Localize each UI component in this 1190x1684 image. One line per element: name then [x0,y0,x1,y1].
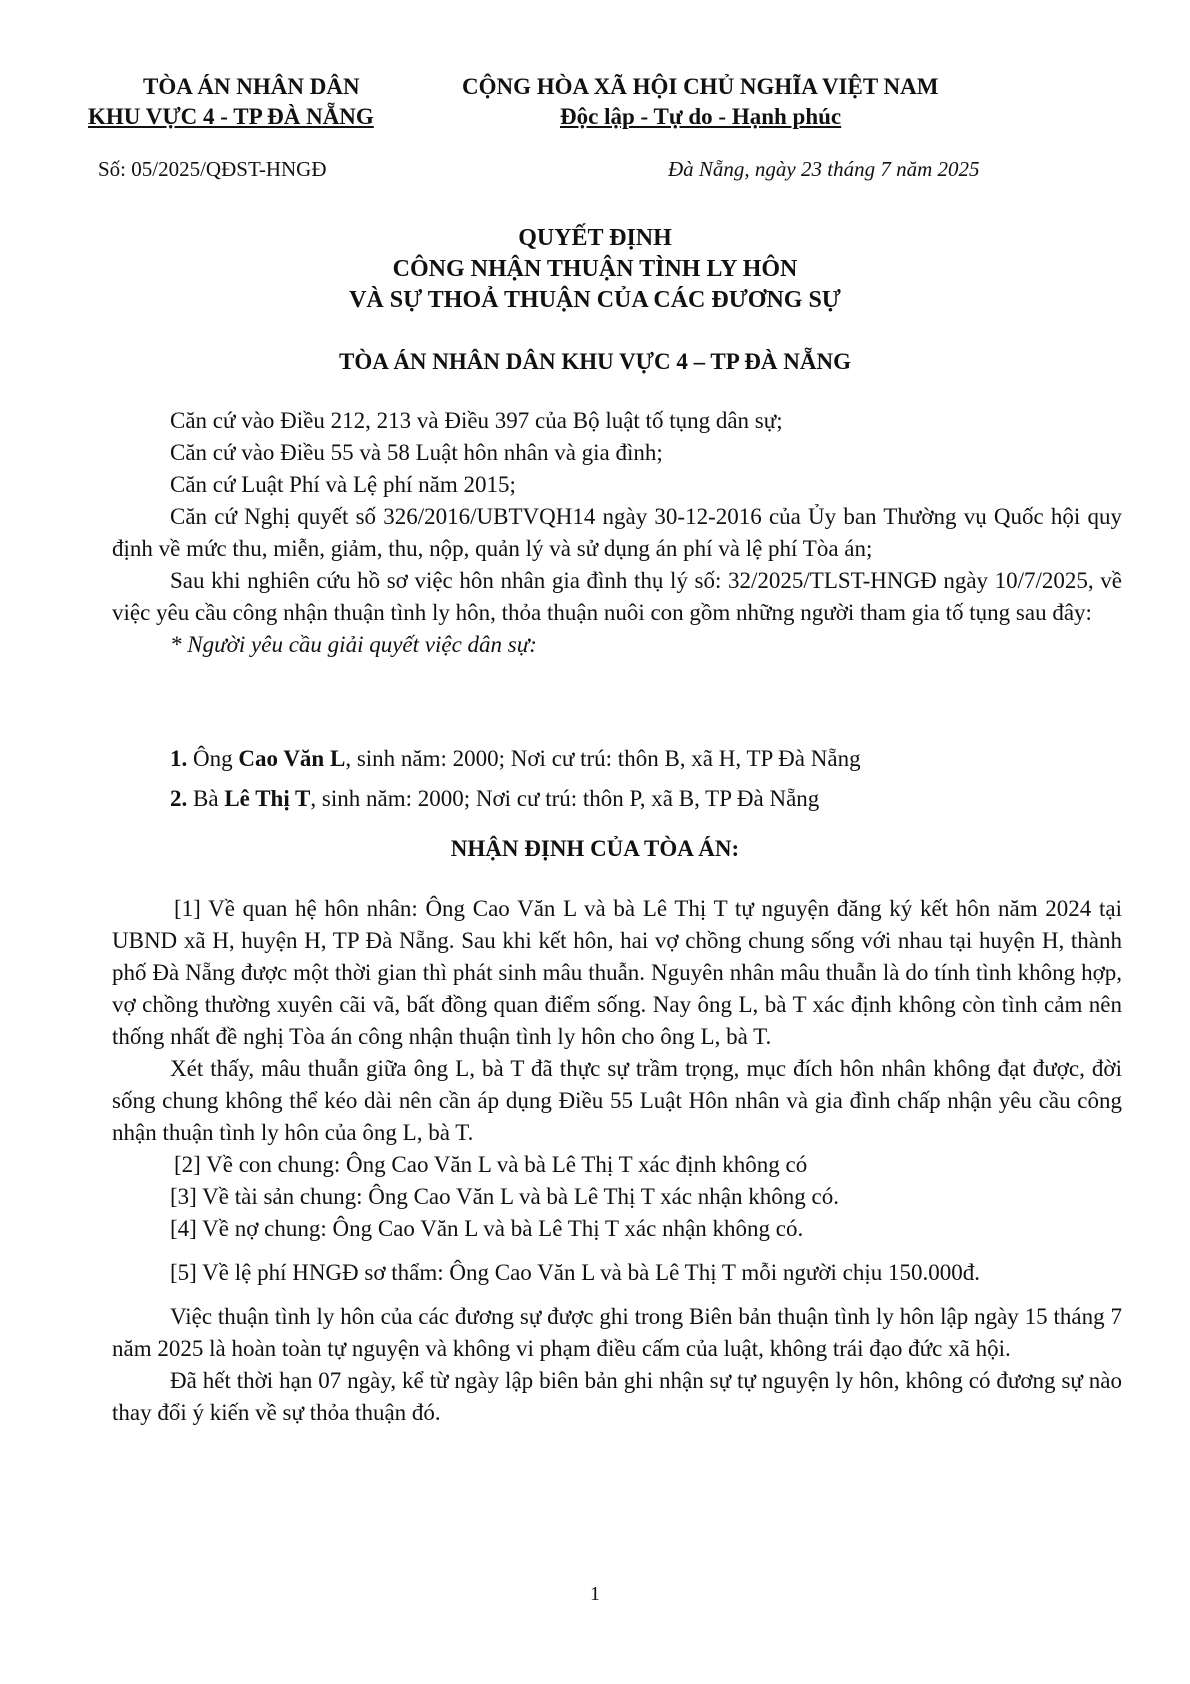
basis-paragraph: Căn cứ vào Điều 212, 213 và Điều 397 của Bộ luật tố tụng dân sự; [170,408,783,433]
assessment-paragraph: [4] Về nợ chung: Ông Cao Văn L và bà Lê Thị T xác nhận không có. [170,1216,804,1241]
document-number: Số: 05/2025/QĐST-HNGĐ [98,157,327,181]
assessment-section [112,893,1122,1429]
basis-paragraph: Căn cứ vào Điều 55 và 58 Luật hôn nhân và gia đình; [170,440,663,465]
nation-line2: Độc lập - Tự do - Hạnh phúc [560,104,842,129]
title-line1: QUYẾT ĐỊNH [518,225,672,251]
participant-number: 2. [170,786,188,811]
assessment-heading: NHẬN ĐỊNH CỦA TÒA ÁN: [450,836,740,861]
participant-item [112,739,1122,779]
title-line2: CÔNG NHẬN THUẬN TÌNH LY HÔN [392,256,798,282]
page-number: 1 [590,1583,600,1605]
assessment-paragraph: [1] Về quan hệ hôn nhân: Ông Cao Văn L và bà Lê Thị T tự nguyện đăng ký kết hôn năm 2024 tại UBND xã H, huyện H, TP Đà Nẵng. Sau khi kết hôn, hai vợ chồng chung sống với nhau tại huyện H, thành phố Đà Nẵng được một thời gian thì phát sinh mâu thuẫn. Nguyên nhân mâu thuẫn là do tính tình không hợp, vợ chồng thường xuyên cãi vã, bất đồng quan điểm sống. Nay ông L, bà T xác định không còn tình cảm nên thống nhất đề nghị Tòa án công nhận thuận tình ly hôn cho ông L, bà T. [112,896,1122,1049]
participant-item [112,779,1122,819]
assessment-paragraph: Việc thuận tình ly hôn của các đương sự được ghi trong Biên bản thuận tình ly hôn lập ngày 15 tháng 7 năm 2025 là hoàn toàn tự nguyện và không vi phạm điều cấm của luật, không trái đạo đức xã hội. [112,1304,1122,1361]
assessment-paragraph: Đã hết thời hạn 07 ngày, kể từ ngày lập biên bản ghi nhận sự tự nguyện ly hôn, không có đương sự nào thay đổi ý kiến về sự thỏa thuận đó. [112,1368,1122,1425]
place-date: Đà Nẵng, ngày 23 tháng 7 năm 2025 [668,157,980,181]
assessment-paragraph: [3] Về tài sản chung: Ông Cao Văn L và bà Lê Thị T xác nhận không có. [170,1184,839,1209]
participant-details: , sinh năm: 2000; Nơi cư trú: thôn P, xã B, TP Đà Nẵng [310,786,820,811]
court-name-line1: TÒA ÁN NHÂN DÂN [143,74,360,99]
assessment-paragraph: [2] Về con chung: Ông Cao Văn L và bà Lê Thị T xác định không có [174,1152,808,1177]
participant-prefix: Bà [193,786,219,811]
assessment-paragraph: Xét thấy, mâu thuẫn giữa ông L, bà T đã thực sự trầm trọng, mục đích hôn nhân không đạt được, đời sống chung không thể kéo dài nên cần áp dụng Điều 55 Luật Hôn nhân và gia đình chấp nhận yêu cầu công nhận thuận tình ly hôn của ông L, bà T. [112,1056,1122,1145]
participant-prefix: Ông [193,746,233,771]
participant-details: , sinh năm: 2000; Nơi cư trú: thôn B, xã H, TP Đà Nẵng [345,746,861,771]
issuer-heading: TÒA ÁN NHÂN DÂN KHU VỰC 4 – TP ĐÀ NẴNG [339,349,851,374]
participants-list [112,739,1122,819]
participant-name: Cao Văn L [238,746,346,771]
assessment-paragraph: [5] Về lệ phí HNGĐ sơ thẩm: Ông Cao Văn L và bà Lê Thị T mỗi người chịu 150.000đ. [170,1260,980,1285]
basis-paragraph: Căn cứ Nghị quyết số 326/2016/UBTVQH14 ngày 30-12-2016 của Ủy ban Thường vụ Quốc hội quy định về mức thu, miễn, giảm, thu, nộp, quản lý và sử dụng án phí và lệ phí Tòa án; [112,504,1122,561]
court-name-line2: KHU VỰC 4 - TP ĐÀ NẴNG [88,104,374,129]
nation-line1: CỘNG HÒA XÃ HỘI CHỦ NGHĨA VIỆT NAM [462,74,939,99]
participant-number: 1. [170,746,188,771]
participant-name: Lê Thị T [224,786,311,811]
legal-bases [112,405,1122,661]
title-line3: VÀ SỰ THOẢ THUẬN CỦA CÁC ĐƯƠNG SỰ [349,287,841,313]
basis-paragraph: Căn cứ Luật Phí và Lệ phí năm 2015; [170,472,516,497]
basis-paragraph: Sau khi nghiên cứu hồ sơ việc hôn nhân gia đình thụ lý số: 32/2025/TLST-HNGĐ ngày 10/7/2025, về việc yêu cầu công nhận thuận tình ly hôn, thỏa thuận nuôi con gồm những người tham gia tố tụng sau đây: [112,568,1122,625]
participants-heading: * Người yêu cầu giải quyết việc dân sự: [170,632,537,657]
